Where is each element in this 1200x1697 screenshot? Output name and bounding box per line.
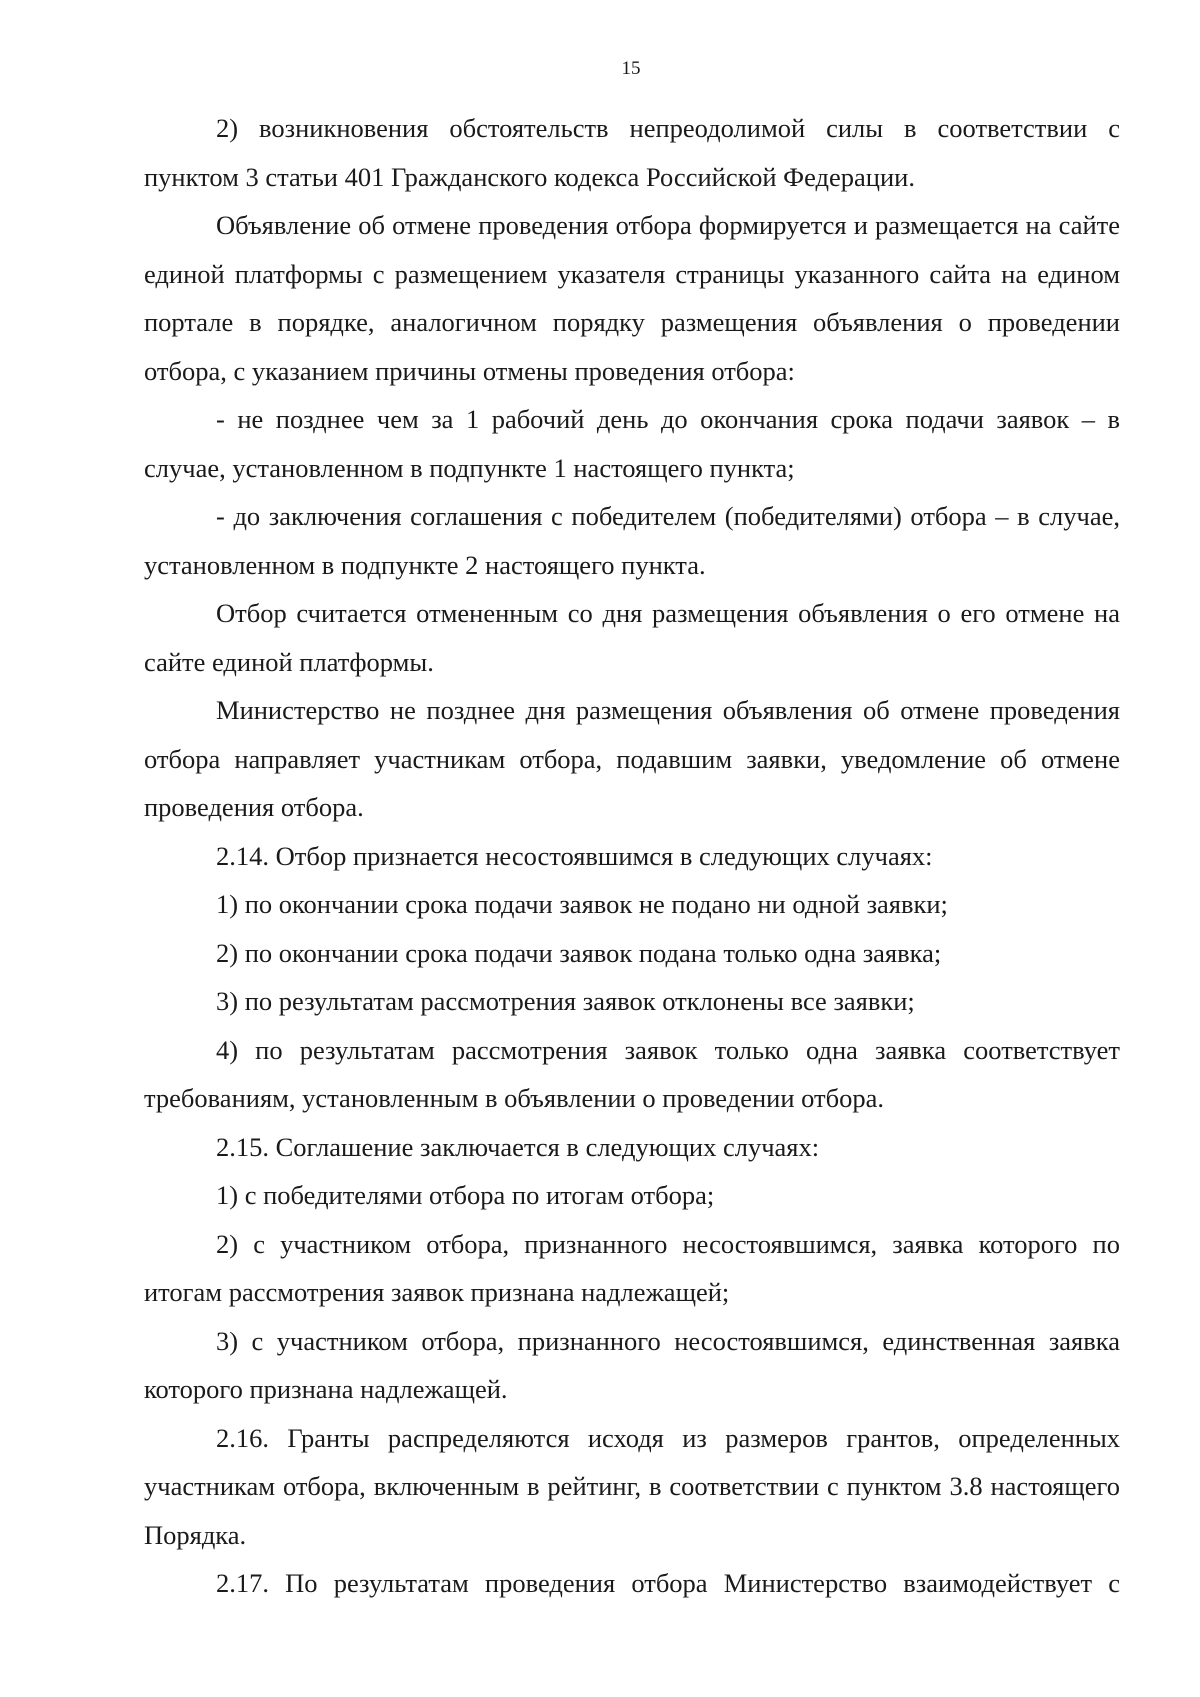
paragraph-2-17: 2.17. По результатам проведения отбора Министерство взаимодействует с [216,1568,1120,1598]
document-body [144,104,1120,1608]
paragraph-2-14-item-4: 4) по результатам рассмотрения заявок только одна заявка соответствует требованиям, установленным в объявлении о проведении отбора. [144,1034,1120,1113]
paragraph-force-majeure: 2) возникновения обстоятельств непреодолимой силы в соответствии с пунктом 3 статьи 401 Гражданского кодекса Российской Федерации. [144,113,1120,192]
page-number: 15 [621,58,641,79]
paragraph-2-14-item-1: 1) по окончании срока подачи заявок не подано ни одной заявки; [216,889,948,919]
paragraph-2-14-item-3: 3) по результатам рассмотрения заявок отклонены все заявки; [216,986,915,1016]
paragraph-ministry-notification: Министерство не позднее дня размещения объявления об отмене проведения отбора направляет участникам отбора, подавшим заявки, уведомление об отмене проведения отбора. [144,695,1120,822]
paragraph-2-14-heading: 2.14. Отбор признается несостоявшимся в следующих случаях: [216,840,933,871]
paragraph-cancellation-announcement: Объявление об отмене проведения отбора формируется и размещается на сайте единой платформы с размещением указателя страницы указанного сайта на едином портале в порядке, аналогичном порядку размещения объявления о проведении отбора, с указанием причины отмены проведения отбора: [144,210,1120,386]
paragraph-deadline-case-1: - не позднее чем за 1 рабочий день до окончания срока подачи заявок – в случае, установленном в подпункте 1 настоящего пункта; [144,404,1120,483]
paragraph-2-15-item-3: 3) с участником отбора, признанного несостоявшимся, единственная заявка которого признана надлежащей. [144,1325,1120,1404]
paragraph-deadline-case-2: - до заключения соглашения с победителем (победителями) отбора – в случае, установленном в подпункте 2 настоящего пункта. [144,501,1120,580]
paragraph-2-15-heading: 2.15. Соглашение заключается в следующих случаях: [216,1131,820,1162]
paragraph-2-16: 2.16. Гранты распределяются исходя из размеров грантов, определенных участникам отбора, включенным в рейтинг, в соответствии с пунктом 3.8 настоящего Порядка. [144,1422,1120,1550]
paragraph-2-15-item-2: 2) с участником отбора, признанного несостоявшимся, заявка которого по итогам рассмотрения заявок признана надлежащей; [144,1228,1120,1307]
paragraph-2-15-item-1: 1) с победителями отбора по итогам отбора; [216,1180,715,1210]
paragraph-cancellation-effective: Отбор считается отмененным со дня размещения объявления о его отмене на сайте единой платформы. [144,598,1120,677]
paragraph-2-14-item-2: 2) по окончании срока подачи заявок подана только одна заявка; [216,937,942,968]
